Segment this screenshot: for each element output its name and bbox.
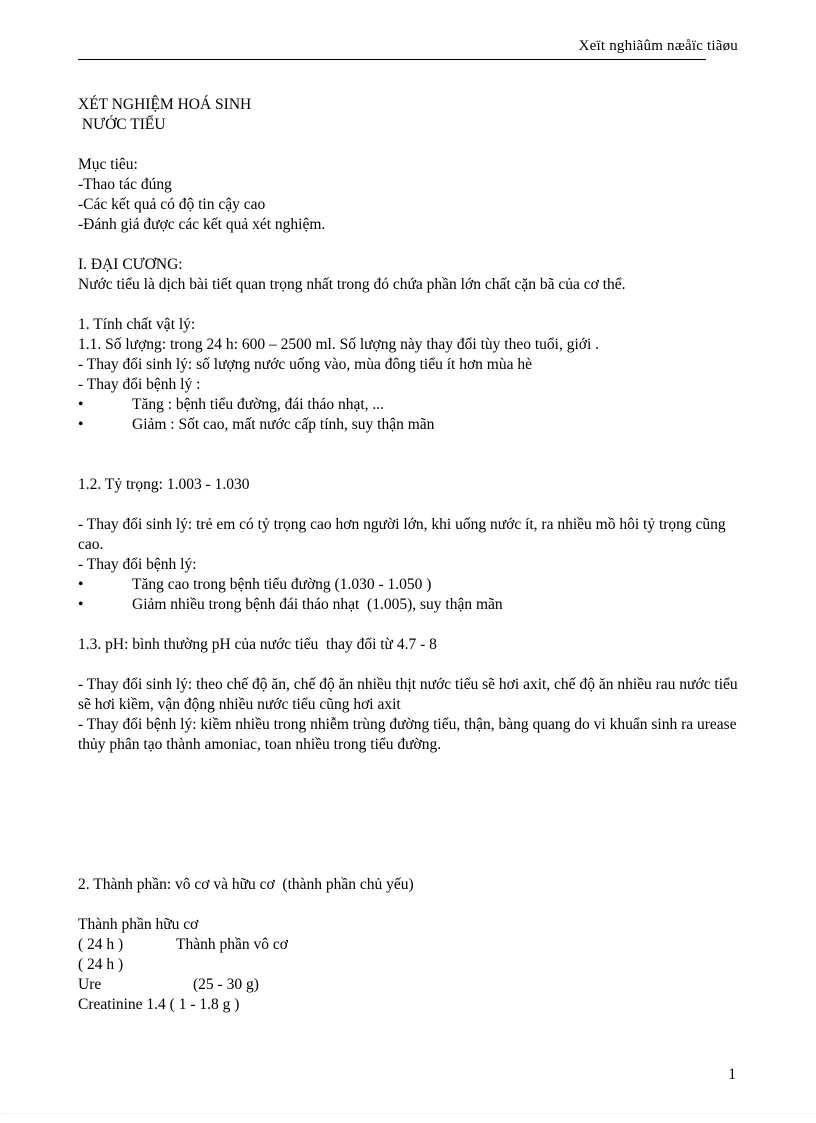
per-day-row bbox=[78, 935, 738, 955]
bullet-item bbox=[78, 395, 738, 415]
section2-heading: 2. Thành phần: vô cơ và hữu cơ (thành phần chủ yếu) bbox=[78, 876, 414, 893]
bullet-text: Tăng : bệnh tiểu đường, đái tháo nhạt, ... bbox=[132, 396, 385, 413]
physical-heading: 1. Tính chất vật lý: bbox=[78, 316, 196, 333]
creatinine-line: Creatinine 1.4 ( 1 - 1.8 g ) bbox=[78, 996, 240, 1013]
bullet-item bbox=[78, 595, 738, 615]
bullet-item bbox=[78, 415, 738, 435]
title-line-1: XÉT NGHIỆM HOÁ SINH bbox=[78, 96, 252, 113]
volume-line: 1.1. Số lượng: trong 24 h: 600 – 2500 ml. Số lượng này thay đổi tùy theo tuổi, giới . bbox=[78, 336, 600, 353]
page-bottom-border bbox=[0, 1113, 816, 1114]
title-line-2: NƯỚC TIỂU bbox=[78, 116, 166, 133]
per-day-label: ( 24 h ) bbox=[78, 936, 124, 953]
bullet-symbol: • bbox=[78, 576, 84, 593]
section1-intro: Nước tiểu là dịch bài tiết quan trọng nhất trong đó chứa phần lớn chất cặn bã của cơ thể. bbox=[78, 276, 626, 293]
ure-value: (25 - 30 g) bbox=[193, 976, 259, 993]
objective-item: -Đánh giá được các kết quả xét nghiệm. bbox=[78, 216, 326, 233]
ph-heading: 1.3. pH: bình thường pH của nước tiểu thay đổi từ 4.7 - 8 bbox=[78, 636, 437, 653]
objective-item: -Các kết quả có độ tin cậy cao bbox=[78, 196, 266, 213]
bullet-symbol: • bbox=[78, 416, 84, 433]
density-patho: - Thay đổi bệnh lý: bbox=[78, 556, 197, 573]
ph-physio: - Thay đổi sinh lý: theo chế độ ăn, chế độ ăn nhiều thịt nước tiểu sẽ hơi axit, chế độ ăn nhiều rau nước tiểu sẽ hơi kiềm, vận động nhiều nước tiểu cũng hơi axit bbox=[78, 676, 738, 713]
density-heading: 1.2. Tỷ trọng: 1.003 - 1.030 bbox=[78, 476, 250, 493]
header-rule bbox=[78, 59, 706, 60]
density-physio: - Thay đổi sinh lý: trẻ em có tỷ trọng cao hơn người lớn, khi uống nước ít, ra nhiều mồ hôi tỷ trọng cũng cao. bbox=[78, 516, 726, 553]
bullet-text: Giảm : Sốt cao, mất nước cấp tính, suy thận mãn bbox=[132, 416, 435, 433]
section1-heading: I. ĐẠI CƯƠNG: bbox=[78, 256, 183, 273]
ure-row bbox=[78, 975, 738, 995]
per-day-label: ( 24 h ) bbox=[78, 956, 124, 973]
ph-patho: - Thay đổi bệnh lý: kiềm nhiều trong nhiễm trùng đường tiểu, thận, bàng quang do vi khuẩn sinh ra urease thủy phân tạo thành amoniac, toan nhiều trong tiểu đường. bbox=[78, 716, 737, 753]
objective-item: -Thao tác đúng bbox=[78, 176, 172, 193]
bullet-item bbox=[78, 575, 738, 595]
running-header: Xeït nghiãûm næåïc tiãøu bbox=[578, 38, 738, 54]
bullet-symbol: • bbox=[78, 596, 84, 613]
organic-label: Thành phần hữu cơ bbox=[78, 916, 199, 933]
document-body bbox=[78, 95, 738, 1015]
bullet-text: Tăng cao trong bệnh tiểu đường (1.030 - 1.050 ) bbox=[132, 576, 432, 593]
volume-patho: - Thay đổi bệnh lý : bbox=[78, 376, 201, 393]
bullet-symbol: • bbox=[78, 396, 84, 413]
objectives-heading: Mục tiêu: bbox=[78, 156, 138, 173]
volume-physio: - Thay đổi sinh lý: số lượng nước uống vào, mùa đông tiểu ít hơn mùa hè bbox=[78, 356, 532, 373]
ure-label: Ure bbox=[78, 976, 102, 993]
inorganic-label: Thành phần vô cơ bbox=[176, 936, 288, 953]
bullet-text: Giảm nhiều trong bệnh đái tháo nhạt (1.005), suy thận mãn bbox=[132, 596, 503, 613]
page-number: 1 bbox=[728, 1066, 736, 1083]
